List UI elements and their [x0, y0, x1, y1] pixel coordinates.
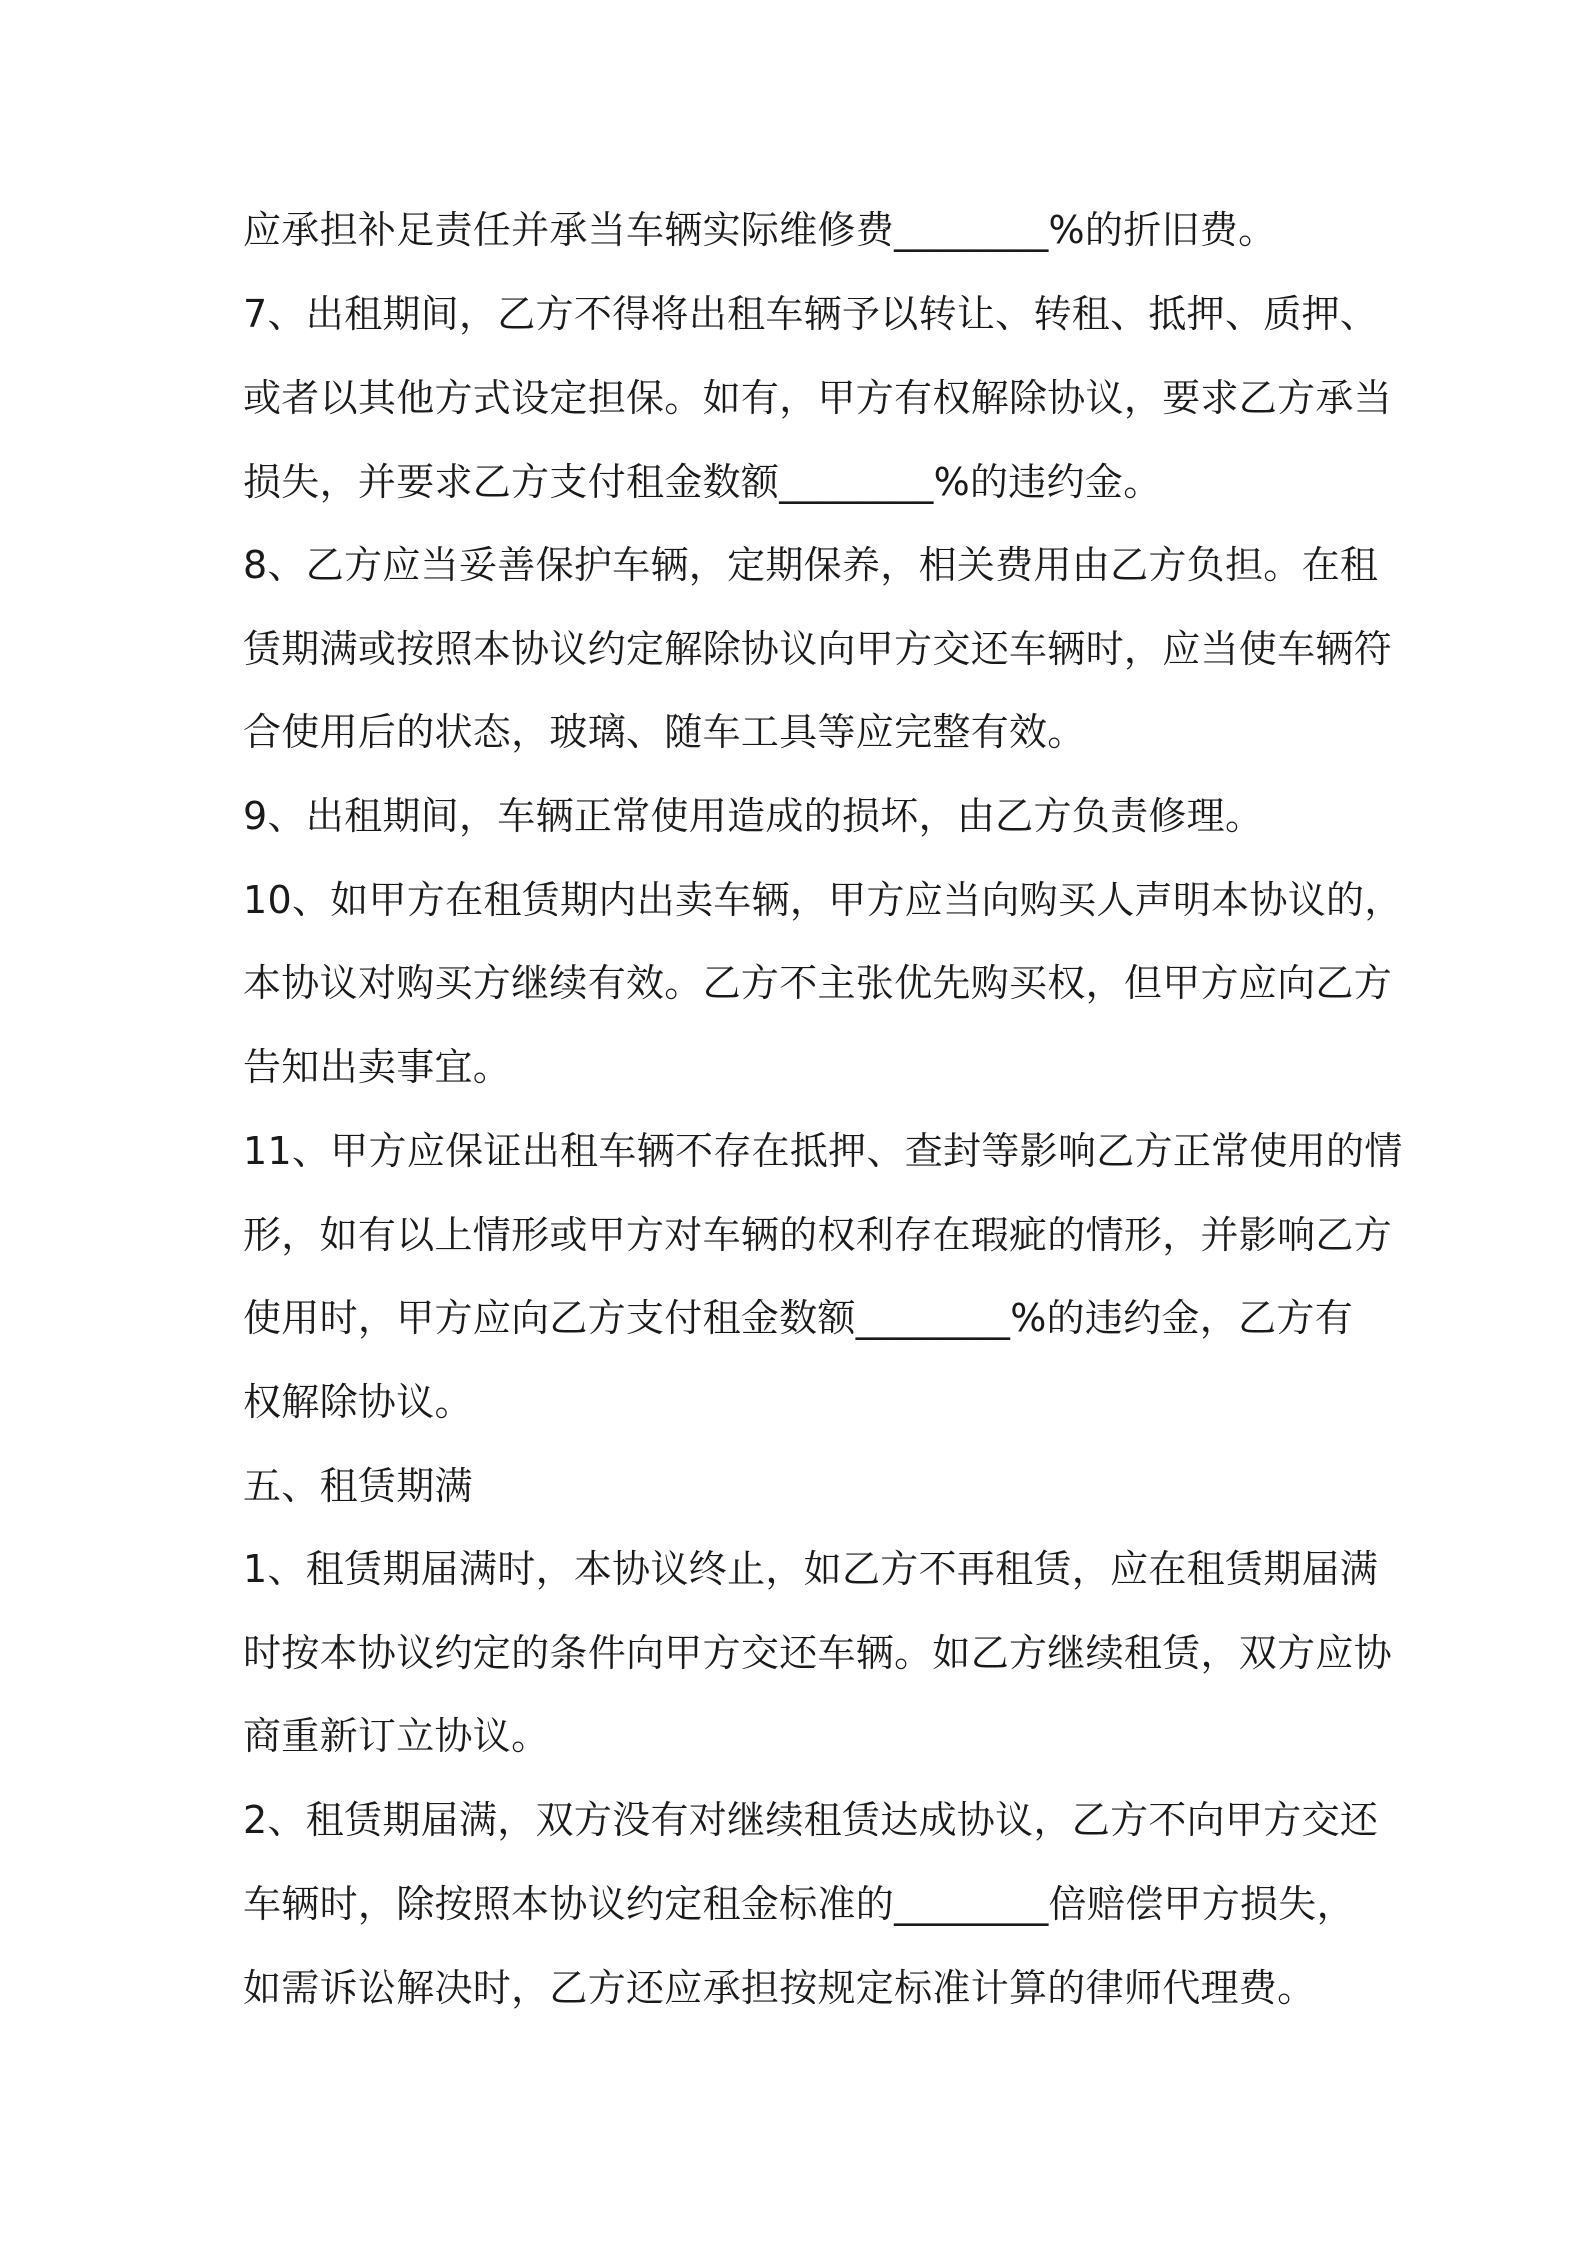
text-line: 应承担补足责任并承当车辆实际维修费________%的折旧费。: [243, 208, 1277, 252]
text-line: 赁期满或按照本协议约定解除协议向甲方交还车辆时，应当使车辆符: [243, 627, 1393, 671]
text-line: 告知出卖事宜。: [243, 1045, 512, 1089]
text-line: 时按本协议约定的条件向甲方交还车辆。如乙方继续租赁，双方应协: [243, 1631, 1393, 1675]
text-line: 权解除协议。: [243, 1380, 473, 1424]
text-line: 损失，并要求乙方支付租金数额________%的违约金。: [243, 460, 1162, 504]
clause-9-line: 9、出租期间，车辆正常使用造成的损坏，由乙方负责修理。: [243, 794, 1264, 838]
section-heading: 五、租赁期满: [243, 1464, 473, 1508]
text-line: 或者以其他方式设定担保。如有，甲方有权解除协议，要求乙方承当: [243, 376, 1393, 420]
text-line: 本协议对购买方继续有效。乙方不主张优先购买权，但甲方应向乙方: [243, 961, 1393, 1005]
text-line: 车辆时，除按照本协议约定租金标准的________倍赔偿甲方损失，: [243, 1882, 1355, 1926]
text-line: 商重新订立协议。: [243, 1714, 550, 1758]
clause-7-line: 7、出租期间，乙方不得将出租车辆予以转让、转租、抵押、质押、: [243, 292, 1379, 336]
text-line: 使用时，甲方应向乙方支付租金数额________%的违约金，乙方有: [243, 1296, 1354, 1340]
clause-11-line: 11、甲方应保证出租车辆不存在抵押、查封等影响乙方正常使用的情: [243, 1129, 1403, 1173]
clause-10-line: 10、如甲方在租赁期内出卖车辆，甲方应当向购买人声明本协议的，: [243, 878, 1403, 922]
clause-2-line: 2、租赁期届满，双方没有对继续租赁达成协议，乙方不向甲方交还: [243, 1798, 1379, 1842]
clause-1-line: 1、租赁期届满时，本协议终止，如乙方不再租赁，应在租赁期届满: [243, 1547, 1379, 1591]
text-line: 形，如有以上情形或甲方对车辆的权利存在瑕疵的情形，并影响乙方: [243, 1213, 1393, 1257]
text-line: 合使用后的状态，玻璃、随车工具等应完整有效。: [243, 710, 1086, 754]
clause-8-line: 8、乙方应当妥善保护车辆，定期保养，相关费用由乙方负担。在租: [243, 543, 1379, 587]
text-line: 如需诉讼解决时，乙方还应承担按规定标准计算的律师代理费。: [243, 1966, 1316, 2010]
